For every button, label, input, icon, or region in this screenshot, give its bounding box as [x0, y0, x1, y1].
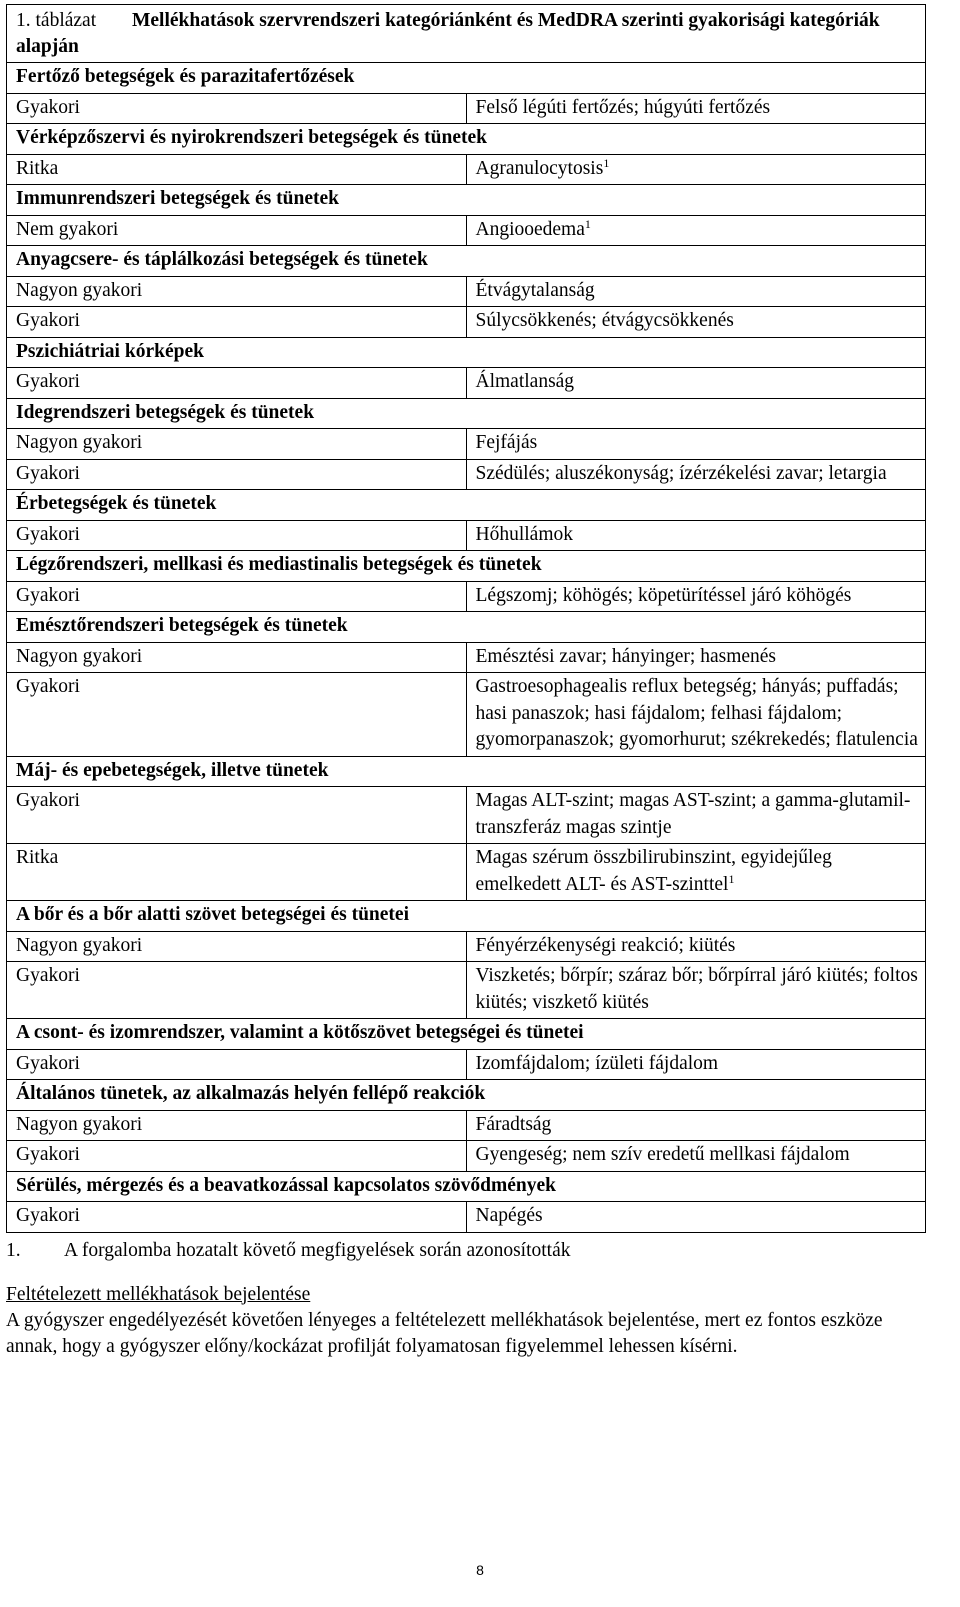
category-row	[7, 490, 926, 521]
category-row	[7, 337, 926, 368]
category-heading: Légzőrendszeri, mellkasi és mediastinalis betegségek és tünetek	[7, 551, 926, 582]
frequency-cell: Nagyon gyakori	[7, 642, 467, 673]
frequency-cell: Gyakori	[7, 962, 467, 1019]
effects-cell	[466, 307, 926, 338]
category-row	[7, 398, 926, 429]
category-heading: Érbetegségek és tünetek	[7, 490, 926, 521]
footnote-number: 1.	[6, 1239, 21, 1261]
table-row	[7, 581, 926, 612]
category-heading: A bőr és a bőr alatti szövet betegségei és tünetei	[7, 901, 926, 932]
effects-text: Angiooedema	[475, 218, 585, 240]
category-heading: Idegrendszeri betegségek és tünetek	[7, 398, 926, 429]
table-row	[7, 931, 926, 962]
frequency-cell: Nagyon gyakori	[7, 276, 467, 307]
effects-cell	[466, 581, 926, 612]
category-row	[7, 612, 926, 643]
table-row	[7, 673, 926, 757]
table-row	[7, 1049, 926, 1080]
effects-text: Magas ALT-szint; magas AST-szint; a gamma-glutamil-transzferáz magas szintje	[475, 790, 911, 838]
category-heading: Anyagcsere- és táplálkozási betegségek és tünetek	[7, 246, 926, 277]
page-number: 8	[476, 1562, 484, 1578]
frequency-cell: Gyakori	[7, 368, 467, 399]
effects-text: Viszketés; bőrpír; száraz bőr; bőrpírral járó kiütés; foltos kiütés; viszkető kiütés	[475, 965, 918, 1013]
table-row	[7, 459, 926, 490]
effects-cell	[466, 931, 926, 962]
adverse-effects-table	[6, 4, 926, 1233]
category-row	[7, 246, 926, 277]
category-heading: A csont- és izomrendszer, valamint a kötőszövet betegségei és tünetei	[7, 1019, 926, 1050]
footnote-reference: 1	[728, 871, 735, 886]
table-row	[7, 93, 926, 124]
table-row	[7, 642, 926, 673]
category-heading: Immunrendszeri betegségek és tünetek	[7, 185, 926, 216]
frequency-cell: Gyakori	[7, 581, 467, 612]
table-row	[7, 429, 926, 460]
reporting-heading: Feltételezett mellékhatások bejelentése	[6, 1283, 311, 1305]
table-row	[7, 1202, 926, 1233]
frequency-cell: Gyakori	[7, 307, 467, 338]
table-row	[7, 154, 926, 185]
effects-text: Napégés	[475, 1205, 543, 1226]
category-row	[7, 756, 926, 787]
frequency-cell: Nagyon gyakori	[7, 1110, 467, 1141]
effects-cell	[466, 215, 926, 246]
frequency-cell: Gyakori	[7, 1049, 467, 1080]
footnote	[6, 1238, 926, 1264]
table-row	[7, 215, 926, 246]
category-heading: Vérképzőszervi és nyirokrendszeri betegségek és tünetek	[7, 124, 926, 155]
footnote-reference: 1	[584, 216, 591, 231]
effects-text: Étvágytalanság	[475, 279, 595, 301]
table-row	[7, 1141, 926, 1172]
frequency-cell: Gyakori	[7, 787, 467, 844]
frequency-cell: Ritka	[7, 844, 467, 901]
effects-text: Magas szérum összbilirubinszint, egyidejűleg emelkedett ALT- és AST-szinttel	[475, 847, 832, 895]
frequency-cell: Nagyon gyakori	[7, 931, 467, 962]
category-row	[7, 185, 926, 216]
effects-text: Gastroesophagealis reflux betegség; hányás; puffadás; hasi panaszok; hasi fájdalom; felhasi fájdalom; gyomorpanaszok; gyomorhurut; székrekedés; flatulencia	[475, 676, 918, 750]
frequency-cell: Gyakori	[7, 1141, 467, 1172]
category-heading: Általános tünetek, az alkalmazás helyén fellépő reakciók	[7, 1080, 926, 1111]
effects-cell	[466, 368, 926, 399]
effects-cell	[466, 93, 926, 124]
category-row	[7, 1080, 926, 1111]
effects-text: Hőhullámok	[475, 523, 573, 545]
effects-text: Szédülés; aluszékonyság; ízérzékelési zavar; letargia	[475, 462, 887, 484]
effects-cell	[466, 1110, 926, 1141]
effects-text: Emésztési zavar; hányinger; hasmenés	[475, 645, 777, 667]
table-caption-number: 1. táblázat	[16, 10, 97, 31]
effects-cell	[466, 673, 926, 757]
document-page	[6, 4, 926, 1361]
table-row	[7, 787, 926, 844]
effects-text: Izomfájdalom; ízületi fájdalom	[475, 1052, 719, 1074]
table-caption-row	[7, 5, 926, 63]
table-row	[7, 520, 926, 551]
category-heading: Fertőző betegségek és parazitafertőzések	[7, 63, 926, 94]
table-caption	[7, 5, 926, 63]
category-row	[7, 63, 926, 94]
table-row	[7, 307, 926, 338]
effects-text: Fáradtság	[475, 1113, 552, 1135]
frequency-cell: Gyakori	[7, 459, 467, 490]
frequency-cell: Ritka	[7, 154, 467, 185]
category-row	[7, 124, 926, 155]
effects-text: Súlycsökkenés; étvágycsökkenés	[475, 310, 734, 331]
frequency-cell: Gyakori	[7, 93, 467, 124]
effects-cell	[466, 844, 926, 901]
effects-text: Gyengeség; nem szív eredetű mellkasi fájdalom	[475, 1144, 850, 1165]
effects-text: Fényérzékenységi reakció; kiütés	[475, 934, 736, 956]
category-heading: Pszichiátriai kórképek	[7, 337, 926, 368]
frequency-cell: Nem gyakori	[7, 215, 467, 246]
table-caption-text: Mellékhatások szervrendszeri kategóriánként és MedDRA szerinti gyakorisági kategóriák alapján	[16, 10, 880, 57]
frequency-cell: Nagyon gyakori	[7, 429, 467, 460]
frequency-cell: Gyakori	[7, 1202, 467, 1233]
category-heading: Sérülés, mérgezés és a beavatkozással kapcsolatos szövődmények	[7, 1171, 926, 1202]
effects-cell	[466, 276, 926, 307]
category-row	[7, 901, 926, 932]
category-row	[7, 1171, 926, 1202]
reporting-text: A gyógyszer engedélyezését követően lényeges a feltételezett mellékhatások bejelentése, mert ez fontos eszköze annak, hogy a gyógyszer előny/kockázat profilját folyamatosan figyelemmel lehessen kísérni.	[6, 1309, 883, 1357]
effects-cell	[466, 642, 926, 673]
frequency-cell: Gyakori	[7, 520, 467, 551]
effects-cell	[466, 1202, 926, 1233]
effects-cell	[466, 1141, 926, 1172]
effects-cell	[466, 962, 926, 1019]
footnote-text: A forgalomba hozatalt követő megfigyelések során azonosították	[64, 1239, 571, 1261]
category-row	[7, 1019, 926, 1050]
adverse-effects-table-body	[7, 5, 926, 1233]
effects-cell	[466, 459, 926, 490]
category-heading: Máj- és epebetegségek, illetve tünetek	[7, 756, 926, 787]
effects-text: Álmatlanság	[475, 371, 575, 392]
table-row	[7, 368, 926, 399]
category-row	[7, 551, 926, 582]
footnote-reference: 1	[603, 155, 610, 170]
effects-text: Fejfájás	[475, 432, 538, 453]
frequency-cell: Gyakori	[7, 673, 467, 757]
effects-cell	[466, 787, 926, 844]
table-row	[7, 844, 926, 901]
effects-text: Agranulocytosis	[475, 157, 604, 179]
effects-text: Felső légúti fertőzés; húgyúti fertőzés	[475, 96, 771, 118]
effects-cell	[466, 520, 926, 551]
effects-cell	[466, 1049, 926, 1080]
category-heading: Emésztőrendszeri betegségek és tünetek	[7, 612, 926, 643]
table-row	[7, 962, 926, 1019]
effects-cell	[466, 154, 926, 185]
table-row	[7, 1110, 926, 1141]
effects-text: Légszomj; köhögés; köpetürítéssel járó köhögés	[475, 584, 852, 606]
table-row	[7, 276, 926, 307]
effects-cell	[466, 429, 926, 460]
